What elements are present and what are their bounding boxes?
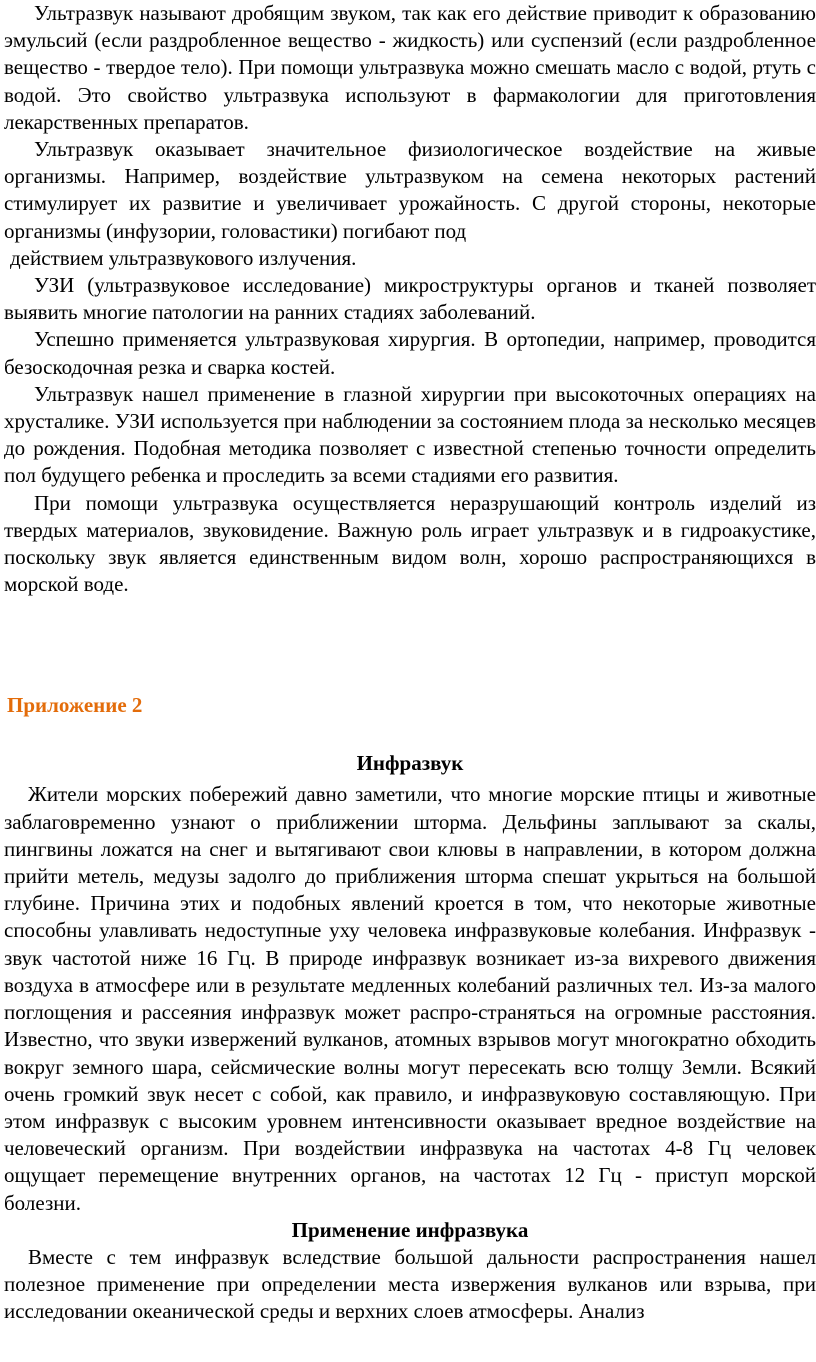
paragraph-ultrasound-eye-surgery: Ультразвук нашел применение в глазной хирургии при высокоточных операциях на хрусталике. УЗИ используется при наблюдении за состоянием плода за несколько месяцев до рождения. Подобная методика позволяет с известной степенью точности определить пол будущего ребенка и проследить за всеми стадиями его развития. (4, 381, 816, 488)
document-page (4, 0, 816, 1325)
appendix-spacer (4, 719, 816, 750)
paragraph-ultrasound-hydroacoustics: При помощи ультразвука осуществляется неразрушающий контроль изделий из твердых материалов, звуковидение. Важную роль играет ультразвук и в гидроакустике, поскольку звук является единственным видом волн, хорошо распространяющихся в морской воде. (4, 490, 816, 597)
paragraph-infrasound-application: Вместе с тем инфразвук вследствие большой дальности распространения нашел полезное применение при определении места извержения вулканов или взрыва, при исследовании океанической среды и верхних слоев атмосферы. Анализ (4, 1244, 816, 1324)
paragraph-ultrasound-physiology: Ультразвук оказывает значительное физиологическое воздействие на живые организмы. Например, воздействие ультразвуком на семена некоторых растений стимулирует их развитие и увеличивает урожайность. С другой стороны, некоторые организмы (инфузории, головастики) погибают под (4, 137, 816, 243)
infrasound-title: Инфразвук (356, 751, 464, 776)
paragraph-ultrasound-diagnostics: УЗИ (ультразвуковое исследование) микроструктуры органов и тканей позволяет выявить многие патологии на ранних стадиях заболеваний. (4, 273, 816, 325)
appendix-label: Приложение 2 (7, 693, 143, 718)
application-title: Применение инфразвука (291, 1217, 529, 1242)
paragraph-ultrasound-radiation: действием ультразвукового излучения. (10, 245, 357, 270)
paragraph-ultrasound-surgery: Успешно применяется ультразвуковая хирургия. В ортопедии, например, проводится безоскодочная резка и сварка костей. (4, 327, 816, 379)
section-spacer (4, 598, 816, 692)
paragraph-ultrasound-emulsions: Ультразвук называют дробящим звуком, так как его действие приводит к образованию эмульсий (если раздробленное вещество - жидкость) или суспензий (если раздробленное вещество - твердое тело). При помощи ультразвука можно смешать масло с водой, ртуть с водой. Это свойство ультразвука используют в фармакологии для приготовления лекарственных препаратов. (4, 1, 816, 134)
paragraph-infrasound: Жители морских побережий давно заметили, что многие морские птицы и животные заблаговременно узнают о приближении шторма. Дельфины заплывают за скалы, пингвины ложатся на снег и вытягивают свои клювы в направлении, в котором должна прийти метель, медузы задолго до приближения шторма спешат укрыться на большой глубине. Причина этих и подобных явлений кроется в том, что некоторые животные способны улавливать недоступные уху человека инфразвуковые колебания. Инфразвук - звук частотой ниже 16 Гц. В природе инфразвук возникает из-за вихревого движения воздуха в атмосфере или в результате медленных колебаний различных тел. Из-за малого поглощения и рассеяния инфразвук может распро-страняться на огромные расстояния. Известно, что звуки извержений вулканов, атомных взрывов могут многократно обходить вокруг земного шара, сейсмические волны могут пересекать всю толщу Земли. Всякий очень громкий звук несет с собой, как правило, и инфразвуковую составляющую. При этом инфразвук с высоким уровнем интенсивности оказывает вредное воздействие на человеческий организм. При воздействии инфразвука на частотах 4-8 Гц человек ощущает перемещение внутренних органов, на частотах 12 Гц - приступ морской болезни. (4, 782, 816, 1215)
